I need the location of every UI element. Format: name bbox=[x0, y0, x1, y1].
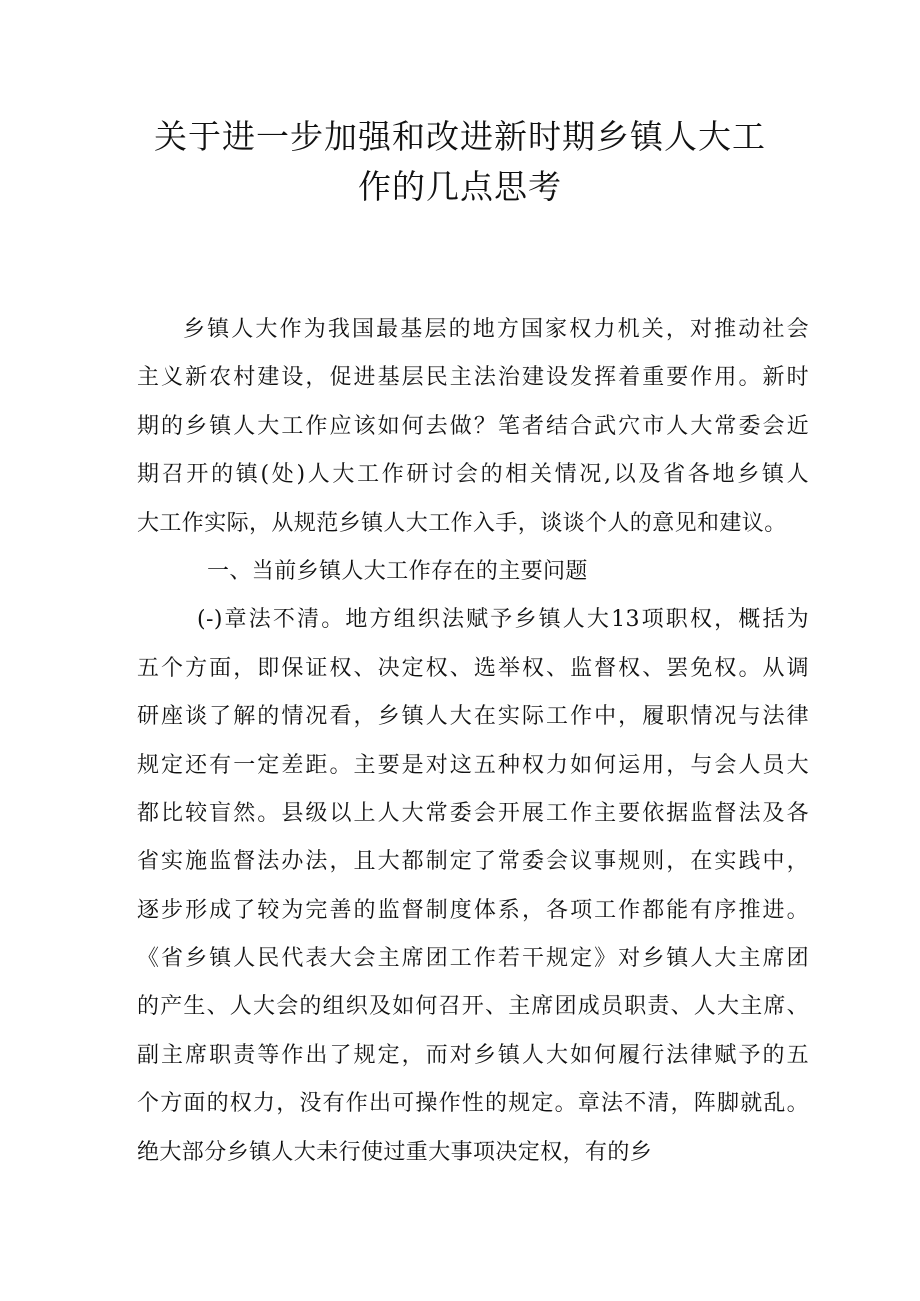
title-line-2: 作的几点思考 bbox=[358, 167, 562, 206]
paragraph-body-line-5: 都比较盲然。县级以上人大常委会开展工作主要依据监督法及各 bbox=[137, 800, 809, 826]
paragraph-body-line-2: 五个方面，即保证权、决定权、选举权、监督权、罢免权。从调 bbox=[137, 655, 809, 681]
paragraph-intro-line-3: 期的乡镇人大工作应该如何去做？笔者结合武穴市人大常委会近 bbox=[137, 413, 809, 439]
document-title bbox=[120, 112, 800, 212]
paragraph-body-line-1: (-)章法不清。地方组织法赋予乡镇人大13项职权，概括为 bbox=[197, 607, 809, 633]
paragraph-body-line-12: 绝大部分乡镇人大未行使过重大事项决定权，有的乡 bbox=[137, 1139, 653, 1165]
document-body bbox=[137, 306, 809, 1177]
paragraph-intro-line-1: 乡镇人大作为我国最基层的地方国家权力机关，对推动社会 bbox=[183, 317, 809, 342]
paragraph-body-line-10: 副主席职责等作出了规定，而对乡镇人大如何履行法律赋予的五 bbox=[137, 1042, 809, 1068]
paragraph-body-line-7: 逐步形成了较为完善的监督制度体系，各项工作都能有序推进。 bbox=[137, 897, 809, 923]
paragraph-body-line-3: 研座谈了解的情况看，乡镇人大在实际工作中，履职情况与法律 bbox=[137, 704, 809, 730]
paragraph-intro-line-4: 期召开的镇(处)人大工作研讨会的相关情况,以及省各地乡镇人 bbox=[137, 462, 809, 488]
paragraph-body-line-6: 省实施监督法办法，且大都制定了常委会议事规则，在实践中， bbox=[137, 849, 809, 875]
paragraph-intro-line-2: 主义新农村建设，促进基层民主法治建设发挥着重要作用。新时 bbox=[137, 365, 809, 391]
section-heading: 一、当前乡镇人大工作存在的主要问题 bbox=[207, 558, 588, 584]
paragraph-intro-line-5: 大工作实际，从规范乡镇人大工作入手，谈谈个人的意见和建议。 bbox=[137, 510, 787, 536]
paragraph-body-line-11: 个方面的权力，没有作出可操作性的规定。章法不清，阵脚就乱。 bbox=[137, 1091, 809, 1117]
paragraph-body-line-4: 规定还有一定差距。主要是对这五种权力如何运用，与会人员大 bbox=[137, 752, 809, 778]
paragraph-body-line-8: 《省乡镇人民代表大会主席团工作若干规定》对乡镇人大主席团 bbox=[137, 946, 809, 972]
title-line-1: 关于进一步加强和改进新时期乡镇人大工 bbox=[154, 117, 766, 156]
paragraph-body-line-9: 的产生、人大会的组织及如何召开、主席团成员职责、人大主席、 bbox=[137, 994, 809, 1020]
